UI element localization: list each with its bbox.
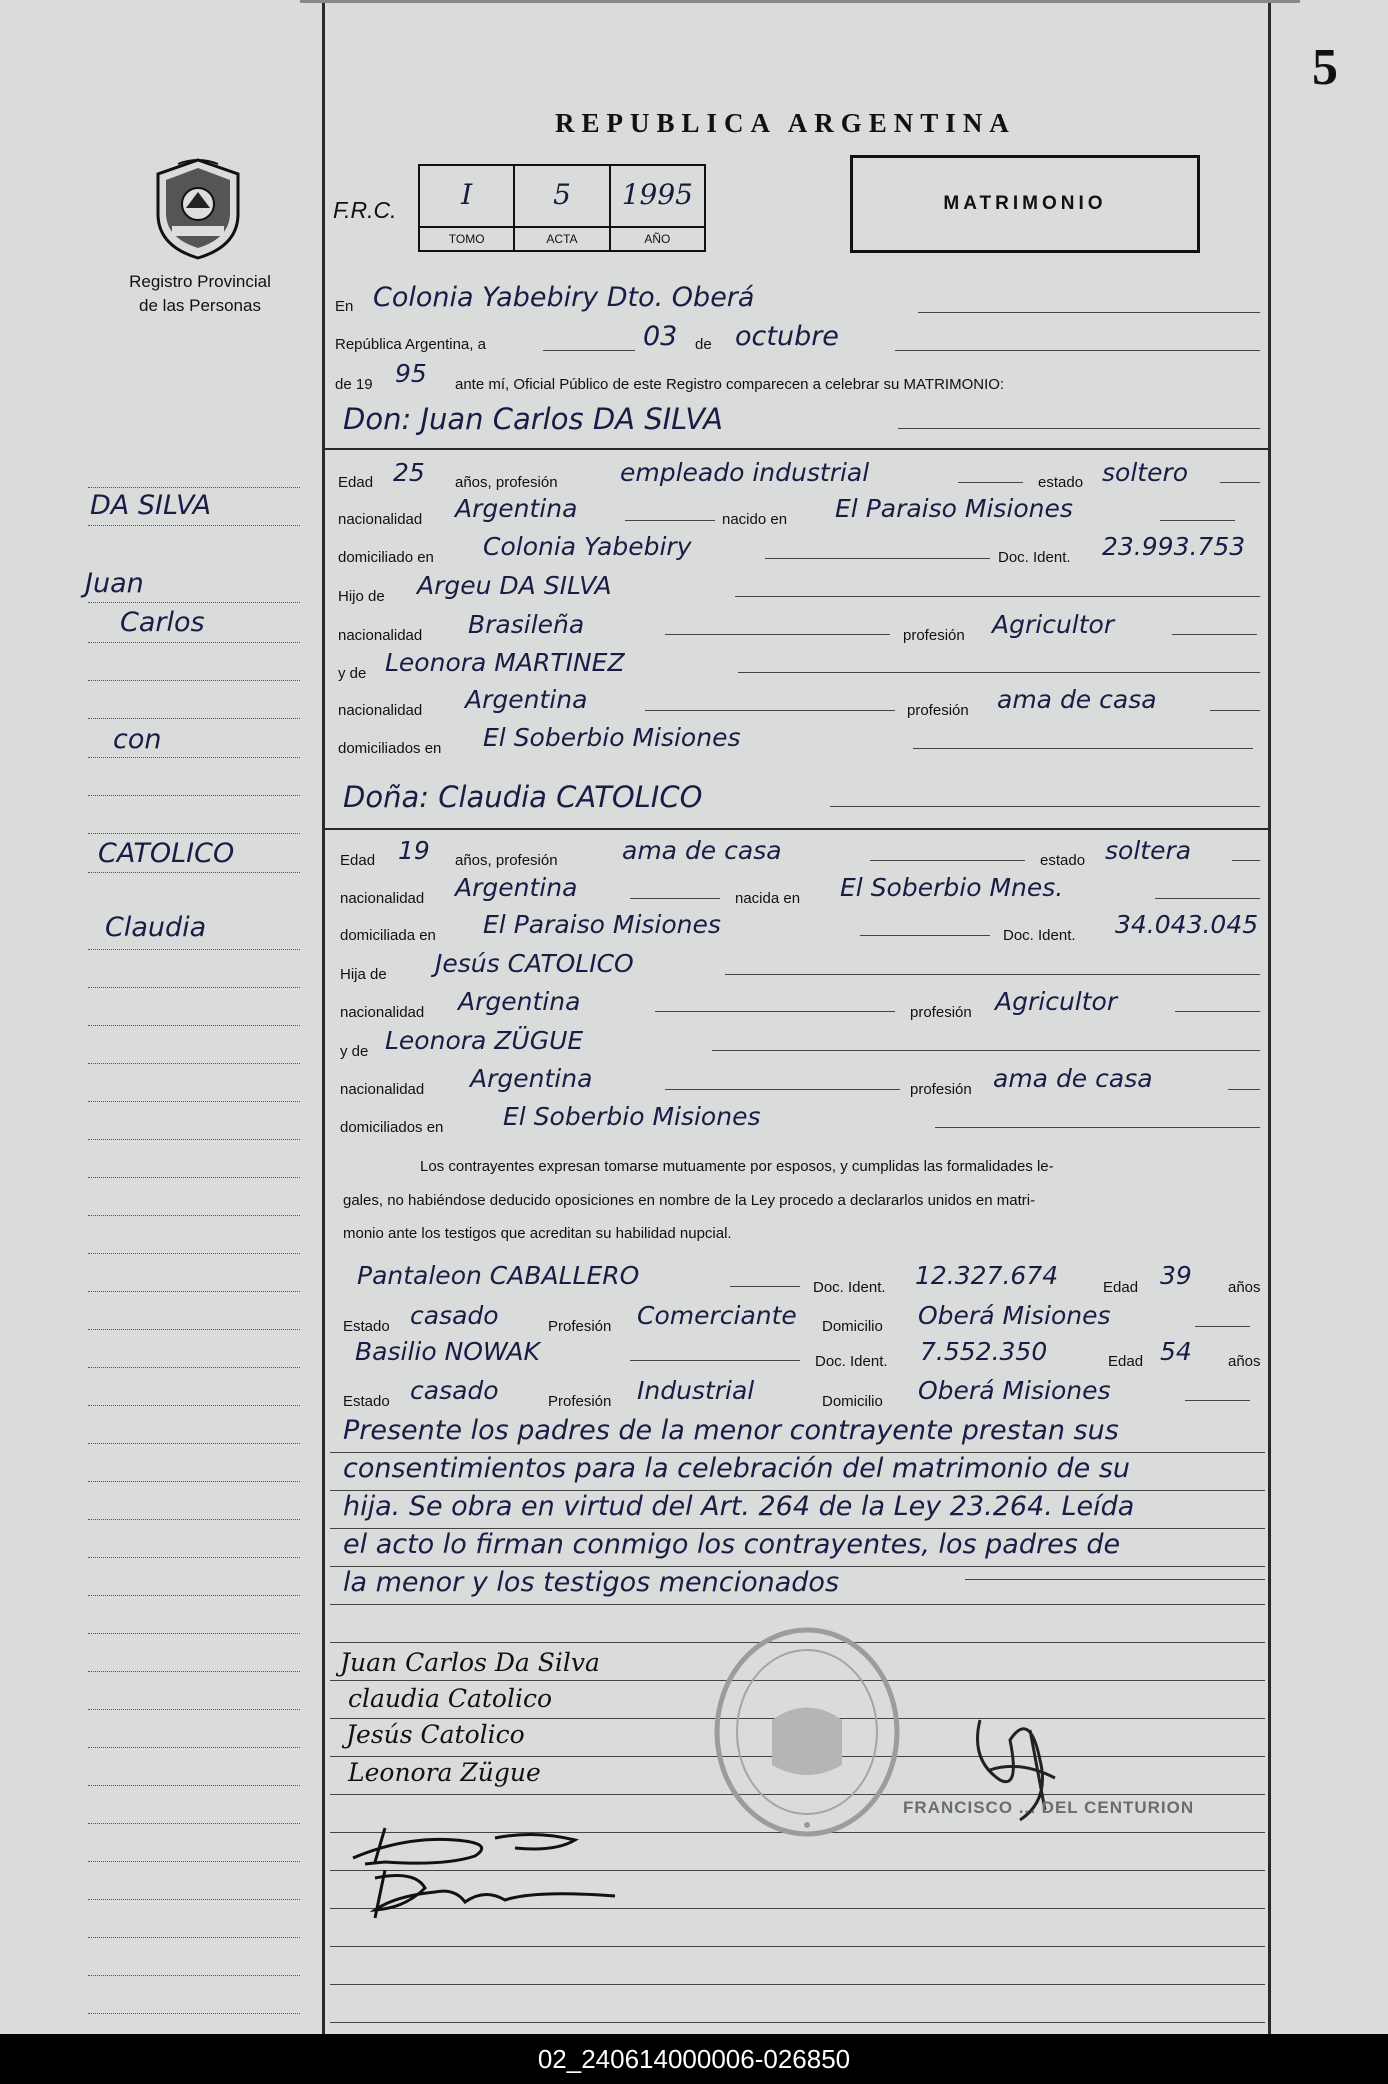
bride-dom-label: domiciliada en: [340, 927, 436, 944]
registry-name: [100, 270, 300, 318]
margin-bride-given: Claudia: [105, 912, 207, 943]
signature-bride-father: Jesús Catolico: [346, 1720, 525, 1749]
margin-dotted-line: [88, 1709, 300, 1710]
margin-dotted-line: [88, 1443, 300, 1444]
margin-dotted-line: [88, 642, 300, 643]
groom-doc-id: 23.993.753: [1102, 532, 1246, 561]
bride-anos-prof-label: años, profesión: [455, 852, 558, 869]
groom-nationality: Argentina: [455, 494, 578, 523]
margin-dotted-line: [88, 1557, 300, 1558]
groom-yde-label: y de: [338, 665, 367, 682]
signature-groom: Juan Carlos Da Silva: [340, 1648, 600, 1677]
line: [738, 672, 1260, 673]
margin-dotted-line: [88, 525, 300, 526]
margin-bride-surname: CATOLICO: [98, 838, 235, 869]
groom-birthplace: El Paraiso Misiones: [835, 494, 1073, 523]
witness-1-dom-label: Domicilio: [822, 1318, 883, 1335]
signature-bride: claudia Catolico: [348, 1684, 553, 1713]
margin-dotted-line: [88, 1519, 300, 1520]
right-border: [1268, 0, 1271, 2034]
groom-father-prof-label: profesión: [903, 627, 965, 644]
witness-1-estado-label: Estado: [343, 1318, 390, 1335]
line: [860, 935, 990, 936]
line: [330, 1604, 1265, 1605]
bride-mother: Leonora ZÜGUE: [385, 1026, 584, 1055]
groom-header: Don: Juan Carlos DA SILVA: [343, 402, 723, 436]
provincial-coat-of-arms-icon: [148, 156, 248, 262]
intro-statement: ante mí, Oficial Público de este Registro comparecen a celebrar su MATRIMONIO:: [455, 376, 1005, 393]
groom-father-profession: Agricultor: [992, 610, 1115, 639]
scan-filename: 02_240614000006-026850: [0, 2034, 1388, 2084]
declaration-line-2: gales, no habiéndose deducido oposiciones en nombre de la Ley procedo a declararlos unidos en matri-: [343, 1192, 1036, 1209]
groom-mother-nationality: Argentina: [465, 685, 588, 714]
line: [965, 1579, 1265, 1580]
notes-line-2: consentimientos para la celebración del matrimonio de su: [343, 1453, 1131, 1484]
witness-2-age: 54: [1160, 1337, 1192, 1366]
bride-age: 19: [398, 836, 430, 865]
bride-father-nationality: Argentina: [458, 987, 581, 1016]
witness-2-domicile: Oberá Misiones: [918, 1376, 1111, 1405]
notes-line-3: hija. Se obra en virtud del Art. 264 de la Ley 23.264. Leída: [343, 1491, 1135, 1522]
line: [765, 558, 990, 559]
margin-dotted-line: [88, 1633, 300, 1634]
witness-2-estado-label: Estado: [343, 1393, 390, 1410]
witness-2-anos-label: años: [1228, 1353, 1261, 1370]
margin-dotted-line: [88, 487, 300, 488]
bride-domicile: El Paraiso Misiones: [483, 910, 721, 939]
margin-dotted-line: [88, 1405, 300, 1406]
ceremony-month: octubre: [735, 321, 839, 352]
bride-doc-label: Doc. Ident.: [1003, 927, 1076, 944]
groom-nacido-label: nacido en: [722, 511, 788, 528]
margin-dotted-line: [88, 1139, 300, 1140]
margin-groom-given-1: Juan: [85, 568, 144, 599]
margin-dotted-line: [88, 757, 300, 758]
margin-dotted-line: [88, 1671, 300, 1672]
notes-line-1: Presente los padres de la menor contrayente prestan sus: [343, 1415, 1119, 1446]
line: [935, 1127, 1260, 1128]
acta-value: 5: [553, 178, 571, 211]
margin-dotted-line: [88, 1025, 300, 1026]
groom-mother-nat-label: nacionalidad: [338, 702, 423, 719]
margin-dotted-line: [88, 795, 300, 796]
line: [870, 860, 1025, 861]
registration-box: [418, 164, 706, 252]
groom-hijo-label: Hijo de: [338, 588, 385, 605]
margin-dotted-line: [88, 1899, 300, 1900]
groom-father: Argeu DA SILVA: [417, 571, 612, 600]
margin-dotted-line: [88, 1101, 300, 1102]
margin-dotted-line: [88, 833, 300, 834]
ceremony-day: 03: [643, 321, 678, 352]
line: [913, 748, 1253, 749]
line: [898, 428, 1260, 429]
groom-anos-prof-label: años, profesión: [455, 474, 558, 491]
witness-1-edad-label: Edad: [1103, 1279, 1139, 1296]
margin-dotted-line: [88, 1063, 300, 1064]
witness-2-edad-label: Edad: [1108, 1353, 1144, 1370]
margin-dotted-line: [88, 1823, 300, 1824]
margin-dotted-line: [88, 1367, 300, 1368]
ano-cell: [611, 166, 704, 250]
top-edge: [300, 0, 1300, 3]
line: [895, 350, 1260, 351]
en-label: En: [335, 298, 354, 315]
witness-1-profession: Comerciante: [637, 1301, 797, 1330]
margin-groom-given-2: Carlos: [120, 607, 205, 638]
margin-dotted-line: [88, 2013, 300, 2014]
witness-2-profession: Industrial: [637, 1376, 755, 1405]
margin-dotted-line: [88, 718, 300, 719]
acta-label: ACTA: [515, 226, 608, 250]
bride-father-profession: Agricultor: [995, 987, 1118, 1016]
bride-edad-label: Edad: [340, 852, 376, 869]
line: [665, 634, 890, 635]
witness-1-civil-status: casado: [410, 1301, 499, 1330]
groom-parents-dom-label: domiciliados en: [338, 740, 442, 757]
bride-profession: ama de casa: [622, 836, 782, 865]
witness-2-civil-status: casado: [410, 1376, 499, 1405]
country-title: REPUBLICA ARGENTINA: [555, 108, 1016, 138]
margin-dotted-line: [88, 1861, 300, 1862]
act-type-box: MATRIMONIO: [850, 155, 1200, 253]
line: [1160, 520, 1235, 521]
bride-father-prof-label: profesión: [910, 1004, 972, 1021]
bride-hija-label: Hija de: [340, 966, 387, 983]
margin-dotted-line: [88, 602, 300, 603]
line: [655, 1011, 895, 1012]
line: [1220, 482, 1260, 483]
witness-1-prof-label: Profesión: [548, 1318, 612, 1335]
bride-father: Jesús CATOLICO: [435, 949, 634, 978]
line: [665, 1089, 900, 1090]
groom-profession: empleado industrial: [620, 458, 870, 487]
margin-dotted-line: [88, 1177, 300, 1178]
bride-doc-id: 34.043.045: [1115, 910, 1259, 939]
declaration-line-1: Los contrayentes expresan tomarse mutuamente por esposos, y cumplidas las formalidades le-: [420, 1158, 1054, 1175]
bride-parents-dom-label: domiciliados en: [340, 1119, 444, 1136]
margin-dotted-line: [88, 1329, 300, 1330]
groom-father-nat-label: nacionalidad: [338, 627, 423, 644]
line: [1172, 634, 1257, 635]
bride-mother-profession: ama de casa: [993, 1064, 1153, 1093]
witness-2-dom-label: Domicilio: [822, 1393, 883, 1410]
witness-1-doc-label: Doc. Ident.: [813, 1279, 886, 1296]
witness-1-name: Pantaleon CABALLERO: [357, 1261, 640, 1290]
bride-birthplace: El Soberbio Mnes.: [840, 873, 1064, 902]
line: [735, 596, 1260, 597]
year-suffix: 95: [395, 359, 427, 388]
frc-label: F.R.C.: [333, 197, 397, 223]
margin-dotted-line: [88, 1595, 300, 1596]
line: [330, 2022, 1265, 2023]
bride-mother-prof-label: profesión: [910, 1081, 972, 1098]
line: [330, 1984, 1265, 1985]
groom-dom-label: domiciliado en: [338, 549, 434, 566]
groom-doc-label: Doc. Ident.: [998, 549, 1071, 566]
bride-civil-status: soltera: [1105, 836, 1192, 865]
ceremony-place: Colonia Yabebiry Dto. Oberá: [373, 282, 755, 313]
margin-dotted-line: [88, 1747, 300, 1748]
margin-groom-surname: DA SILVA: [90, 490, 212, 521]
margin-dotted-line: [88, 1975, 300, 1976]
bride-mother-nationality: Argentina: [470, 1064, 593, 1093]
witness-2-doc-label: Doc. Ident.: [815, 1353, 888, 1370]
margin-connector: con: [113, 724, 162, 755]
bride-header: Doña: Claudia CATOLICO: [343, 780, 703, 814]
registry-line-1: Registro Provincial: [129, 272, 271, 291]
margin-dotted-line: [88, 949, 300, 950]
groom-mother: Leonora MARTINEZ: [385, 648, 625, 677]
margin-dotted-line: [88, 1785, 300, 1786]
margin-dotted-line: [88, 1481, 300, 1482]
witness-2-doc-id: 7.552.350: [920, 1337, 1048, 1366]
notes-line-4: el acto lo firman conmigo los contrayentes, los padres de: [343, 1529, 1121, 1560]
groom-section-rule: [325, 448, 1268, 450]
line: [1195, 1326, 1250, 1327]
witness-1-domicile: Oberá Misiones: [918, 1301, 1111, 1330]
bride-mother-nat-label: nacionalidad: [340, 1081, 425, 1098]
margin-dotted-line: [88, 872, 300, 873]
groom-estado-label: estado: [1038, 474, 1084, 491]
bride-nac-label: nacionalidad: [340, 890, 425, 907]
line: [1232, 860, 1260, 861]
line: [830, 806, 1260, 807]
witness-2-prof-label: Profesión: [548, 1393, 612, 1410]
line: [1185, 1400, 1250, 1401]
groom-civil-status: soltero: [1102, 458, 1189, 487]
margin-dotted-line: [88, 1937, 300, 1938]
bride-yde-label: y de: [340, 1043, 369, 1060]
margin-dotted-line: [88, 1291, 300, 1292]
year-prefix: de 19: [335, 376, 373, 393]
acta-cell: [515, 166, 610, 250]
line: [712, 1050, 1260, 1051]
bride-nationality: Argentina: [455, 873, 578, 902]
line: [630, 898, 720, 899]
groom-parents-domicile: El Soberbio Misiones: [483, 723, 741, 752]
witness-signatures-scribble: [345, 1818, 635, 1928]
groom-age: 25: [393, 458, 425, 487]
official-oval-stamp: [712, 1625, 902, 1840]
margin-dotted-line: [88, 987, 300, 988]
groom-father-nationality: Brasileña: [468, 610, 585, 639]
notes-line-5: la menor y los testigos mencionados: [343, 1567, 840, 1598]
witness-1-doc-id: 12.327.674: [915, 1261, 1059, 1290]
republica-label: República Argentina, a: [335, 336, 486, 353]
groom-edad-label: Edad: [338, 474, 374, 491]
line: [1228, 1089, 1260, 1090]
line: [645, 710, 895, 711]
line: [625, 520, 715, 521]
groom-domicile: Colonia Yabebiry: [483, 532, 692, 561]
witness-1-anos-label: años: [1228, 1279, 1261, 1296]
line: [1175, 1011, 1260, 1012]
line: [730, 1286, 800, 1287]
line: [1210, 710, 1260, 711]
ano-value: 1995: [621, 178, 693, 211]
margin-dotted-line: [88, 680, 300, 681]
tomo-label: TOMO: [420, 226, 513, 250]
margin-divider: [322, 0, 325, 2034]
tomo-value: I: [461, 178, 473, 211]
groom-nac-label: nacionalidad: [338, 511, 423, 528]
line: [725, 974, 1260, 975]
witness-2-name: Basilio NOWAK: [355, 1337, 540, 1366]
line: [543, 350, 635, 351]
margin-dotted-line: [88, 1253, 300, 1254]
groom-mother-profession: ama de casa: [997, 685, 1157, 714]
ano-label: AÑO: [611, 226, 704, 250]
line: [330, 1946, 1265, 1947]
official-stamp-name: FRANCISCO ... DEL CENTURION: [903, 1798, 1195, 1817]
bride-estado-label: estado: [1040, 852, 1086, 869]
bride-section-rule: [325, 828, 1268, 830]
margin-dotted-line: [88, 1215, 300, 1216]
tomo-cell: [420, 166, 515, 250]
signature-bride-mother: Leonora Zügue: [348, 1758, 541, 1787]
line: [958, 482, 1023, 483]
groom-mother-prof-label: profesión: [907, 702, 969, 719]
page-number: 5: [1312, 39, 1338, 96]
bride-father-nat-label: nacionalidad: [340, 1004, 425, 1021]
registry-line-2: de las Personas: [139, 296, 261, 315]
bride-parents-domicile: El Soberbio Misiones: [503, 1102, 761, 1131]
bride-nacida-label: nacida en: [735, 890, 801, 907]
line: [918, 312, 1260, 313]
witness-1-age: 39: [1160, 1261, 1192, 1290]
declaration-line-3: monio ante los testigos que acreditan su habilidad nupcial.: [343, 1225, 732, 1242]
de-label: de: [695, 336, 712, 353]
line: [630, 1360, 800, 1361]
line: [1155, 898, 1260, 899]
